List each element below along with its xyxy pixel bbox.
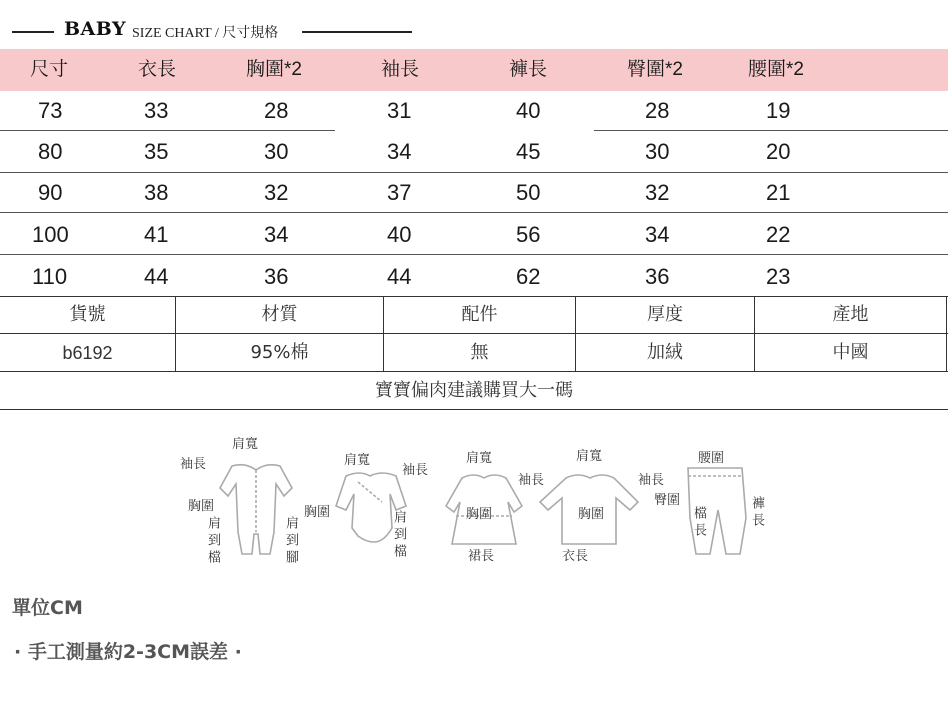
table-cell: 80 xyxy=(38,139,63,164)
measurement-diagrams xyxy=(170,436,770,586)
table-cell: 23 xyxy=(766,264,791,289)
label-pants-length: 褲長 xyxy=(749,496,764,530)
table-cell: 50 xyxy=(516,180,541,205)
table-cell: 20 xyxy=(766,139,791,164)
table-cell: 44 xyxy=(387,264,412,289)
label-romper-shoulder: 肩寬 xyxy=(232,437,259,452)
col-header-pants: 褲長 xyxy=(509,59,548,80)
label-dress-chest: 胸圍 xyxy=(466,507,493,522)
info-border-top xyxy=(0,296,948,297)
label-top-shoulder: 肩寬 xyxy=(576,449,603,464)
info-header-origin: 產地 xyxy=(832,304,869,325)
label-pants-rise: 檔長 xyxy=(691,506,706,540)
label-pants-waist: 腰圍 xyxy=(698,451,725,466)
table-cell: 19 xyxy=(766,98,791,123)
table-cell: 35 xyxy=(144,139,169,164)
info-divider xyxy=(0,371,948,372)
col-header-length: 衣長 xyxy=(138,59,177,80)
info-value-item-no: b6192 xyxy=(62,343,113,363)
table-cell: 44 xyxy=(144,264,169,289)
table-cell: 21 xyxy=(766,180,791,205)
label-bodysuit-sleeve: 袖長 xyxy=(402,463,429,478)
label-top-length: 衣長 xyxy=(562,549,589,564)
col-header-size: 尺寸 xyxy=(30,59,69,80)
info-value-material: 95%棉 xyxy=(250,342,309,363)
size-advice-note: 寶寶偏肉建議購買大一碼 xyxy=(375,380,573,401)
label-bodysuit-shoulder: 肩寬 xyxy=(344,453,371,468)
row-divider xyxy=(0,172,948,173)
info-value-thickness: 加絨 xyxy=(647,342,683,363)
table-cell: 38 xyxy=(144,180,169,205)
table-cell: 36 xyxy=(264,264,289,289)
table-cell: 30 xyxy=(645,139,670,164)
label-romper-sleeve: 袖長 xyxy=(180,457,207,472)
table-cell: 34 xyxy=(387,139,412,164)
table-cell: 37 xyxy=(387,180,412,205)
unit-note: 單位CM xyxy=(12,597,83,619)
table-cell: 28 xyxy=(645,98,670,123)
romper-illustration xyxy=(220,465,292,554)
chart-subtitle: SIZE CHART / 尺寸規格 xyxy=(132,26,279,41)
info-header-accessory: 配件 xyxy=(461,304,498,325)
info-divider xyxy=(0,333,948,334)
info-value-origin: 中國 xyxy=(832,342,869,363)
table-cell: 45 xyxy=(516,139,541,164)
header-rule-left xyxy=(12,31,54,33)
table-cell: 33 xyxy=(144,98,169,123)
label-pants-hip: 臀圍 xyxy=(654,493,681,508)
table-cell: 34 xyxy=(645,222,670,247)
label-dress-shoulder: 肩寬 xyxy=(466,451,493,466)
label-bodysuit-shoulder-to-crotch: 肩到檔 xyxy=(391,510,406,561)
info-header-item-no: 貨號 xyxy=(69,304,106,325)
label-top-sleeve: 袖長 xyxy=(638,473,665,488)
table-cell: 34 xyxy=(264,222,289,247)
info-value-accessory: 無 xyxy=(470,342,489,363)
header-rule-right xyxy=(302,31,412,33)
brand-title: BABY xyxy=(64,18,127,40)
tolerance-note: · 手工測量約2-3CM誤差 · xyxy=(14,641,242,663)
label-romper-chest: 胸圍 xyxy=(188,499,215,514)
chart-header xyxy=(12,18,432,44)
table-cell: 28 xyxy=(264,98,289,123)
row-divider xyxy=(0,212,948,213)
row-divider xyxy=(0,254,948,255)
info-border-bottom xyxy=(0,409,948,410)
table-cell: 32 xyxy=(645,180,670,205)
table-cell: 40 xyxy=(387,222,412,247)
table-cell: 73 xyxy=(38,98,63,123)
row-divider xyxy=(0,130,335,131)
table-cell: 110 xyxy=(32,264,68,289)
info-header-material: 材質 xyxy=(261,304,298,325)
label-top-chest: 胸圍 xyxy=(578,507,605,522)
table-cell: 56 xyxy=(516,222,541,247)
table-cell: 40 xyxy=(516,98,541,123)
label-dress-skirt-length: 裙長 xyxy=(468,549,495,564)
table-cell: 41 xyxy=(144,222,169,247)
table-cell: 62 xyxy=(516,264,541,289)
table-cell: 100 xyxy=(32,222,69,247)
info-header-thickness: 厚度 xyxy=(647,304,683,325)
table-cell: 31 xyxy=(387,98,412,123)
table-cell: 90 xyxy=(38,180,63,205)
row-divider xyxy=(594,130,948,131)
col-header-waist: 腰圍*2 xyxy=(748,59,804,80)
table-cell: 32 xyxy=(264,180,289,205)
table-cell: 22 xyxy=(766,222,791,247)
table-cell: 36 xyxy=(645,264,670,289)
info-col-divider xyxy=(946,296,947,371)
label-bodysuit-chest: 胸圍 xyxy=(304,505,331,520)
col-header-sleeve: 袖長 xyxy=(381,59,420,80)
col-header-hip: 臀圍*2 xyxy=(627,59,683,80)
table-cell: 30 xyxy=(264,139,289,164)
label-dress-sleeve: 袖長 xyxy=(518,473,545,488)
label-romper-shoulder-to-foot: 肩到腳 xyxy=(283,516,298,567)
label-romper-shoulder-to-crotch: 肩到檔 xyxy=(205,516,220,567)
col-header-chest: 胸圍*2 xyxy=(246,59,302,80)
